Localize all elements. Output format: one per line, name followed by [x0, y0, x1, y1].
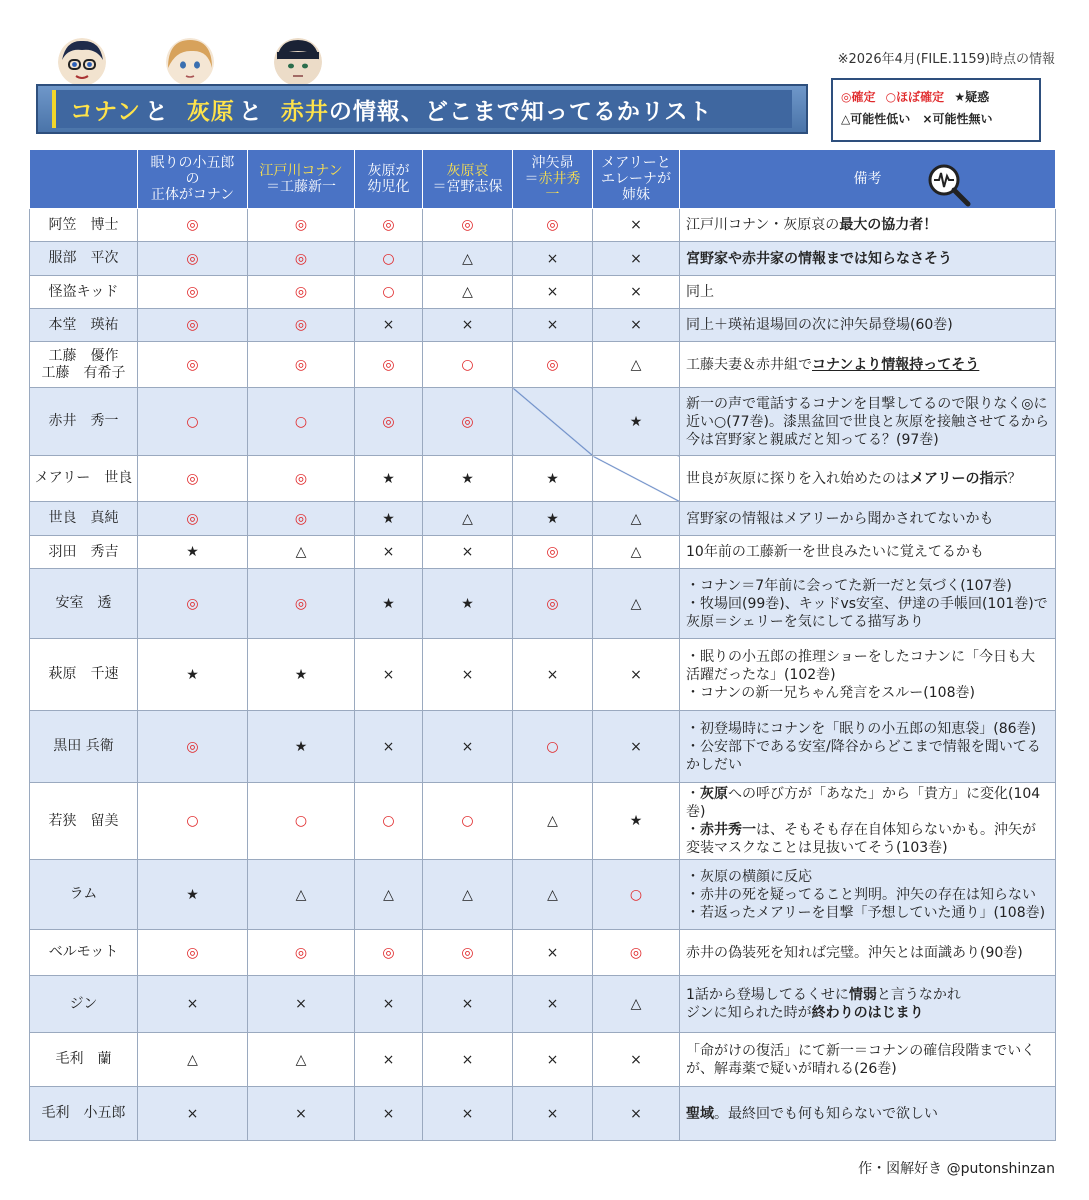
mark-cell: ×: [248, 1087, 355, 1141]
mark-cell: ×: [593, 209, 680, 242]
mark-cell: ×: [423, 1087, 513, 1141]
akai-avatar-icon: [274, 38, 322, 86]
memo-text: コナンより情報持ってそう: [812, 356, 980, 373]
mark-cell: △: [513, 860, 593, 930]
mark-cell: ◎: [513, 536, 593, 569]
row-memo: [680, 976, 1056, 1033]
memo-text: と言うなかれ ジンに知られた時が: [686, 987, 961, 1021]
mark-cell: ◎: [513, 209, 593, 242]
mark-cell: ×: [593, 711, 680, 783]
mark-cell: △: [513, 783, 593, 860]
mark-cell: ×: [423, 639, 513, 711]
row-memo: [680, 930, 1056, 976]
author-credit: 作・図解好き @putonshinzan: [858, 1161, 1055, 1177]
mark-cell: ×: [513, 1087, 593, 1141]
memo-text: ・灰原の横顔に反応 ・赤井の死を疑ってること判明。沖矢の存在は知らない ・若返ったメアリーを目撃「予想していた通り」(108巻): [686, 868, 1046, 921]
row-name: 毛利 小五郎: [30, 1087, 138, 1141]
mark-cell: △: [423, 276, 513, 309]
legend-none: ×可能性無い: [922, 112, 993, 126]
row-memo: [680, 711, 1056, 783]
mark-cell: ★: [248, 711, 355, 783]
mark-cell: ★: [355, 569, 423, 639]
mark-cell: ◎: [423, 388, 513, 456]
table-row: [30, 342, 1056, 388]
header-row: [30, 150, 1056, 209]
mark-cell: ★: [138, 536, 248, 569]
title-word-conan: コナン: [70, 98, 141, 125]
table-row: [30, 783, 1056, 860]
row-name: 赤井 秀一: [30, 388, 138, 456]
magnifier-icon: [926, 162, 972, 212]
mark-cell: ◎: [423, 930, 513, 976]
table-row: [30, 860, 1056, 930]
mark-cell: △: [138, 1033, 248, 1087]
mark-cell: ★: [138, 860, 248, 930]
memo-text: 知らなさそう: [868, 250, 952, 267]
header-col5-a: 沖矢昴: [531, 155, 574, 171]
row-name: ラム: [30, 860, 138, 930]
row-name: 黒田 兵衛: [30, 711, 138, 783]
legend-almost: ○ほぼ確定: [885, 90, 945, 104]
row-memo: [680, 209, 1056, 242]
row-memo: [680, 276, 1056, 309]
row-memo: [680, 639, 1056, 711]
mark-cell: ◎: [138, 276, 248, 309]
header-col1: 眠りの小五郎 の 正体がコナン: [138, 150, 248, 209]
mark-cell: ◎: [138, 502, 248, 536]
mark-cell: ×: [355, 976, 423, 1033]
header-col6: メアリーと エレーナが 姉妹: [593, 150, 680, 209]
mark-cell: △: [423, 502, 513, 536]
mark-cell: ○: [423, 783, 513, 860]
row-name: 毛利 蘭: [30, 1033, 138, 1087]
mark-cell: ★: [355, 502, 423, 536]
mark-cell: ○: [248, 783, 355, 860]
mark-cell: ×: [513, 276, 593, 309]
row-memo: [680, 783, 1056, 860]
header-col5-b: ＝: [524, 171, 539, 187]
title-sep: と: [144, 98, 169, 125]
mark-cell: ★: [593, 388, 680, 456]
table-row: [30, 388, 1056, 456]
mark-cell: ×: [423, 711, 513, 783]
row-name: 本堂 瑛祐: [30, 309, 138, 342]
table-row: [30, 711, 1056, 783]
mark-cell: ◎: [248, 930, 355, 976]
memo-text: ・眠りの小五郎の推理ショーをしたコナンに「今日も大活躍だったな」(102巻) ・コナンの新一兄ちゃん発言をスルー(108巻): [686, 648, 1036, 701]
header-col2-b: ＝工藤新一: [266, 179, 336, 195]
mark-cell: ◎: [248, 342, 355, 388]
row-memo: [680, 342, 1056, 388]
row-memo: [680, 242, 1056, 276]
mark-cell: △: [355, 860, 423, 930]
header-col2: [248, 150, 355, 209]
mark-cell: ◎: [513, 569, 593, 639]
mark-cell: ◎: [248, 242, 355, 276]
legend-suspicion: ★疑惑: [954, 90, 990, 104]
table-row: [30, 569, 1056, 639]
info-date-note: ※2026年4月(FILE.1159)時点の情報: [837, 52, 1055, 67]
table-row: [30, 976, 1056, 1033]
mark-cell: ◎: [355, 388, 423, 456]
mark-cell: ×: [355, 639, 423, 711]
mark-cell: ◎: [248, 502, 355, 536]
table-row: [30, 456, 1056, 502]
memo-text: 江戸川コナン・灰原哀の: [686, 217, 840, 233]
legend-box: [831, 78, 1041, 142]
mark-cell: △: [248, 1033, 355, 1087]
title-sep: と: [238, 98, 263, 125]
mark-cell: ◎: [355, 342, 423, 388]
mark-cell: ★: [248, 639, 355, 711]
memo-text: 1話から登場してるくせに: [686, 987, 849, 1003]
mark-cell: ×: [423, 976, 513, 1033]
memo-text: ・: [686, 786, 700, 802]
mark-cell: ×: [513, 976, 593, 1033]
mark-cell: ★: [138, 639, 248, 711]
memo-text: 終わりのはじまり: [811, 1005, 924, 1021]
header-name: [30, 150, 138, 209]
haibara-avatar-icon: [166, 38, 214, 86]
mark-cell: ◎: [138, 342, 248, 388]
title-word-akai: 赤井: [280, 98, 329, 125]
table-row: [30, 639, 1056, 711]
legend-confirmed: ◎確定: [841, 90, 876, 104]
row-memo: [680, 388, 1056, 456]
mark-cell: ×: [138, 976, 248, 1033]
mark-cell: ★: [355, 456, 423, 502]
row-name: 怪盗キッド: [30, 276, 138, 309]
mark-cell: ×: [593, 276, 680, 309]
mark-cell: ◎: [248, 209, 355, 242]
mark-cell: ◎: [513, 342, 593, 388]
row-memo: [680, 536, 1056, 569]
row-name: ベルモット: [30, 930, 138, 976]
memo-text: 赤井の偽装死を知れば完璧。沖矢とは面識あり(90巻): [686, 944, 1023, 961]
mark-cell: ◎: [138, 309, 248, 342]
mark-cell: ◎: [138, 930, 248, 976]
mark-cell: ×: [593, 309, 680, 342]
mark-cell: ×: [593, 1033, 680, 1087]
mark-cell: ○: [513, 711, 593, 783]
not-applicable-cell: [513, 388, 593, 456]
mark-cell: △: [423, 242, 513, 276]
header-col5-c: 赤井秀 一: [538, 171, 581, 203]
mark-cell: ★: [593, 783, 680, 860]
mark-cell: △: [593, 569, 680, 639]
mark-cell: ◎: [248, 456, 355, 502]
mark-cell: ◎: [138, 711, 248, 783]
memo-text: メアリーの指示: [910, 470, 1008, 487]
mark-cell: ◎: [248, 276, 355, 309]
row-memo: [680, 309, 1056, 342]
row-memo: [680, 502, 1056, 536]
table-row: [30, 309, 1056, 342]
row-name: 安室 透: [30, 569, 138, 639]
row-name: 若狭 留美: [30, 783, 138, 860]
memo-text: 世良が灰原に探りを入れ始めたのは: [686, 470, 910, 487]
mark-cell: ×: [513, 930, 593, 976]
memo-text: 10年前の工藤新一を世良みたいに覚えてるかも: [686, 544, 984, 560]
memo-text: ・初登場時にコナンを「眠りの小五郎の知恵袋」(86巻) ・公安部下である安室/降谷からどこまで情報を聞いてるかしだい: [686, 720, 1041, 773]
mark-cell: ×: [513, 639, 593, 711]
mark-cell: ◎: [138, 569, 248, 639]
mark-cell: ×: [355, 711, 423, 783]
memo-text: 「命がけの復活」にて新一＝コナンの確信段階までいくが、解毒薬で疑いが晴れる(26巻): [686, 1042, 1036, 1077]
mark-cell: ×: [513, 1033, 593, 1087]
table-row: [30, 242, 1056, 276]
mark-cell: △: [248, 536, 355, 569]
row-name: 服部 平次: [30, 242, 138, 276]
header-memo-label: 備考: [853, 171, 882, 187]
mark-cell: ×: [423, 309, 513, 342]
table-row: [30, 209, 1056, 242]
row-memo: [680, 456, 1056, 502]
mark-cell: ×: [355, 1033, 423, 1087]
mark-cell: ×: [593, 1087, 680, 1141]
mark-cell: ★: [513, 456, 593, 502]
mark-cell: ○: [355, 276, 423, 309]
table-row: [30, 930, 1056, 976]
legend-low: △可能性低い: [841, 112, 911, 126]
header-memo: [680, 150, 1056, 209]
mark-cell: △: [593, 536, 680, 569]
mark-cell: ○: [138, 388, 248, 456]
row-name: メアリー 世良: [30, 456, 138, 502]
mark-cell: ◎: [423, 209, 513, 242]
title-rest: の情報、どこまで知ってるかリスト: [328, 98, 713, 125]
mark-cell: ◎: [593, 930, 680, 976]
mark-cell: △: [593, 342, 680, 388]
mark-cell: ★: [423, 456, 513, 502]
memo-text: への呼び方が「あなた」から「貴方」に変化(104巻) ・: [686, 786, 1041, 838]
mark-cell: ★: [423, 569, 513, 639]
row-name: 萩原 千速: [30, 639, 138, 711]
row-name: 世良 真純: [30, 502, 138, 536]
mark-cell: ×: [593, 639, 680, 711]
header-col2-a: 江戸川コナン: [259, 163, 343, 179]
memo-text: 宮野家の情報はメアリーから聞かされてないかも: [686, 510, 994, 527]
mark-cell: ×: [138, 1087, 248, 1141]
table-row: [30, 502, 1056, 536]
row-memo: [680, 1033, 1056, 1087]
mark-cell: ◎: [138, 242, 248, 276]
mark-cell: ◎: [355, 209, 423, 242]
mark-cell: △: [593, 502, 680, 536]
row-memo: [680, 860, 1056, 930]
row-name: 羽田 秀吉: [30, 536, 138, 569]
mark-cell: ×: [423, 536, 513, 569]
mark-cell: ○: [355, 242, 423, 276]
mark-cell: ×: [355, 536, 423, 569]
mark-cell: ◎: [138, 209, 248, 242]
mark-cell: ○: [355, 783, 423, 860]
memo-text: ？: [1007, 470, 1022, 487]
mark-cell: ×: [355, 1087, 423, 1141]
mark-cell: △: [423, 860, 513, 930]
row-memo: [680, 569, 1056, 639]
memo-text: 。最終回でも何も知らないで欲しい: [714, 1105, 938, 1122]
memo-text: 聖域: [686, 1105, 714, 1122]
header-col3: 灰原が 幼児化: [355, 150, 423, 209]
header-col4-b: ＝宮野志保: [432, 179, 503, 195]
memo-text: 灰原: [700, 786, 728, 802]
memo-text: 新一の声で電話するコナンを目撃してるので限りなく◎に近い○(77巻)。漆黒盆回で世良と灰原を接触させてるから今は宮野家と親戚だと知ってる？(97巻): [686, 395, 1049, 448]
table-row: [30, 1033, 1056, 1087]
mark-cell: ×: [593, 242, 680, 276]
header-col5: [513, 150, 593, 209]
title-word-haibara: 灰原: [186, 98, 235, 125]
table-row: [30, 1087, 1056, 1141]
mark-cell: △: [593, 976, 680, 1033]
knowledge-table: [29, 149, 1056, 1141]
title-banner: [36, 84, 808, 134]
memo-text: 同上＋瑛祐退場回の次に沖矢昴登場(60巻): [686, 317, 953, 333]
mark-cell: ×: [423, 1033, 513, 1087]
mark-cell: ★: [513, 502, 593, 536]
mark-cell: ○: [593, 860, 680, 930]
mark-cell: ×: [355, 309, 423, 342]
memo-text: ・コナン＝7年前に会ってた新一だと気づく(107巻) ・牧場回(99巻)、キッドvs安室、伊達の手帳回(101巻)で灰原＝シェリーを気にしてる描写あり: [686, 577, 1048, 630]
mark-cell: ○: [423, 342, 513, 388]
memo-text: 宮野家や赤井家の情報までは: [686, 250, 868, 267]
memo-text: 情弱: [848, 987, 877, 1003]
mark-cell: ◎: [355, 930, 423, 976]
row-memo: [680, 1087, 1056, 1141]
mark-cell: ×: [513, 309, 593, 342]
mark-cell: ×: [513, 242, 593, 276]
mark-cell: ◎: [248, 309, 355, 342]
not-applicable-cell: [593, 456, 680, 502]
memo-text: 赤井秀一: [700, 822, 756, 838]
row-name: 工藤 優作 工藤 有希子: [30, 342, 138, 388]
header-col4-a: 灰原哀: [446, 163, 489, 179]
memo-text: 同上: [686, 284, 714, 300]
mark-cell: ○: [248, 388, 355, 456]
conan-avatar-icon: [58, 38, 106, 86]
mark-cell: ◎: [138, 456, 248, 502]
header-col4: [423, 150, 513, 209]
table-row: [30, 276, 1056, 309]
row-name: ジン: [30, 976, 138, 1033]
table-row: [30, 536, 1056, 569]
memo-text: 最大の協力者！: [839, 217, 938, 233]
row-name: 阿笠 博士: [30, 209, 138, 242]
page-title: [52, 90, 792, 128]
mark-cell: △: [248, 860, 355, 930]
mark-cell: ◎: [248, 569, 355, 639]
mark-cell: ○: [138, 783, 248, 860]
memo-text: は、そもそも存在自体知らないかも。沖矢が変装マスクなことは見抜いてそう(103巻): [686, 822, 1036, 856]
memo-text: 工藤夫妻＆赤井組で: [686, 356, 812, 373]
mark-cell: ×: [248, 976, 355, 1033]
